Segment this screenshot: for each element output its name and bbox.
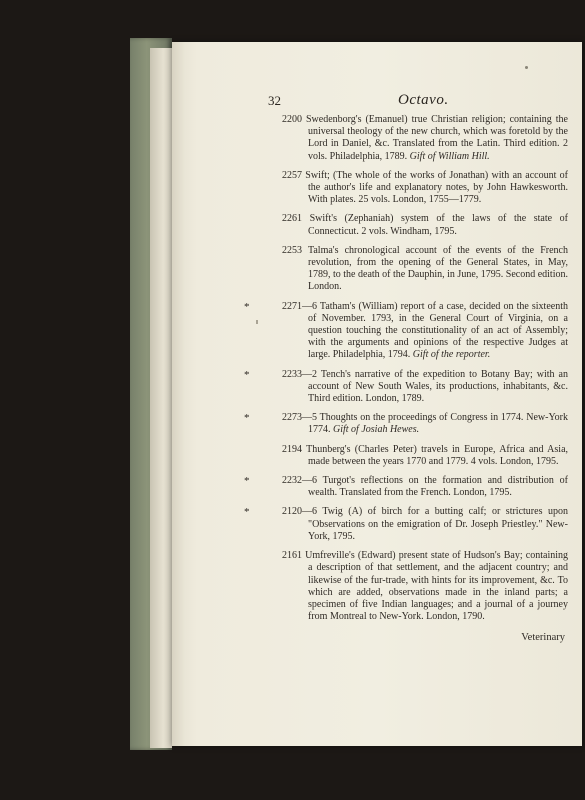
catalog-entry xyxy=(282,245,568,294)
entry-text: Thoughts on the proceedings of Congress in 1774. New-York 1774. xyxy=(308,412,569,436)
catalog-entry xyxy=(282,506,568,543)
entry-number: 2120—6 xyxy=(282,506,317,518)
catalog-entry xyxy=(282,475,568,499)
entry-text: Turgot's reflections on the formation and distribution of wealth. Translated from the French. London, 1795. xyxy=(308,475,568,499)
entry-text: Talma's chronological account of the events of the French revolution, from the opening of the General States, in May, 1789, to the death of the Dauphin, in June, 1795. Second edition. London. xyxy=(307,244,568,293)
entry-text: Swift; (The whole of the works of Jonathan) with an account of the author's life and explanatory notes, by John Hawkesworth. With plates. 25 vols. London, 1755—1779. xyxy=(305,169,569,206)
catalog-entries xyxy=(282,114,568,630)
entry-gift: Gift of William Hill. xyxy=(409,150,490,162)
page-gutter xyxy=(172,42,186,746)
catalog-entry xyxy=(282,114,568,163)
entry-text: Swift's (Zephaniah) system of the laws of the state of Connecticut. 2 vols. Windham, 1795. xyxy=(308,213,568,237)
catalog-entry xyxy=(282,369,568,406)
page-speck xyxy=(525,66,528,69)
catalog-entry xyxy=(282,412,568,436)
entry-text: Tatham's (William) report of a case, decided on the sixteenth of November. 1793, in the General Court of Virginia, on a question touching the constitutionality of an act of Assembly; with the arguments and opinions of the respective Judges at large. Philadelphia, 1794. xyxy=(308,300,568,361)
entry-number: 2273—5 xyxy=(282,412,317,424)
entry-gift: Gift of Josiah Hewes. xyxy=(333,424,420,436)
margin-mark xyxy=(256,320,258,324)
entry-number: 2194 xyxy=(282,443,302,455)
entry-number: 2233—2 xyxy=(282,368,317,380)
binding-strip xyxy=(150,48,172,748)
catchword: Veterinary xyxy=(521,632,565,643)
entry-gift: Gift of the reporter. xyxy=(412,349,491,361)
entry-number: 2200 xyxy=(282,114,302,125)
entry-number: 2271—6 xyxy=(282,300,317,312)
entry-text: Tench's narrative of the expedition to Botany Bay; with an account of New South Wales, its productions, inhabitants, &c. Third edition. London, 1789. xyxy=(308,368,568,405)
entry-text: Umfreville's (Edward) present state of Hudson's Bay; containing a description of that settlement, and the adjacent country; and likewise of the fur-trade, with hints for its improvement, &c. To which are added, observations made in the inland parts; a specimen of five Indian languages; and a journal of a journey from Montreal to New-York. London, 1790. xyxy=(305,550,568,623)
entry-text: Twig (A) of birch for a butting calf; or strictures upon "Observations on the emigration of Dr. Joseph Priestley." New-York, 1795. xyxy=(308,506,568,542)
entry-text: Swedenborg's (Emanuel) true Christian religion; containing the universal theology of the new church, which was foretold by the Lord in Daniel, &c. Translated from the Latin. Third edition. 2 vols. Philadelphia, 1789. xyxy=(305,114,568,162)
catalog-entry xyxy=(282,213,568,237)
catalog-entry xyxy=(282,301,568,362)
entry-number: 2253 xyxy=(282,244,302,256)
entry-number: 2161 xyxy=(282,550,302,562)
catalog-entry xyxy=(282,550,568,623)
catalog-entry xyxy=(282,170,568,207)
entry-number: 2261 xyxy=(282,213,302,225)
entry-number: 2232—6 xyxy=(282,475,317,487)
entry-text: Thunberg's (Charles Peter) travels in Europe, Africa and Asia, made between the years 1770 and 1779. 4 vols. London, 1795. xyxy=(306,443,569,467)
entry-number: 2257 xyxy=(282,169,302,181)
catalog-entry xyxy=(282,444,568,468)
running-title: Octavo. xyxy=(398,92,449,108)
page-number: 32 xyxy=(268,93,281,108)
